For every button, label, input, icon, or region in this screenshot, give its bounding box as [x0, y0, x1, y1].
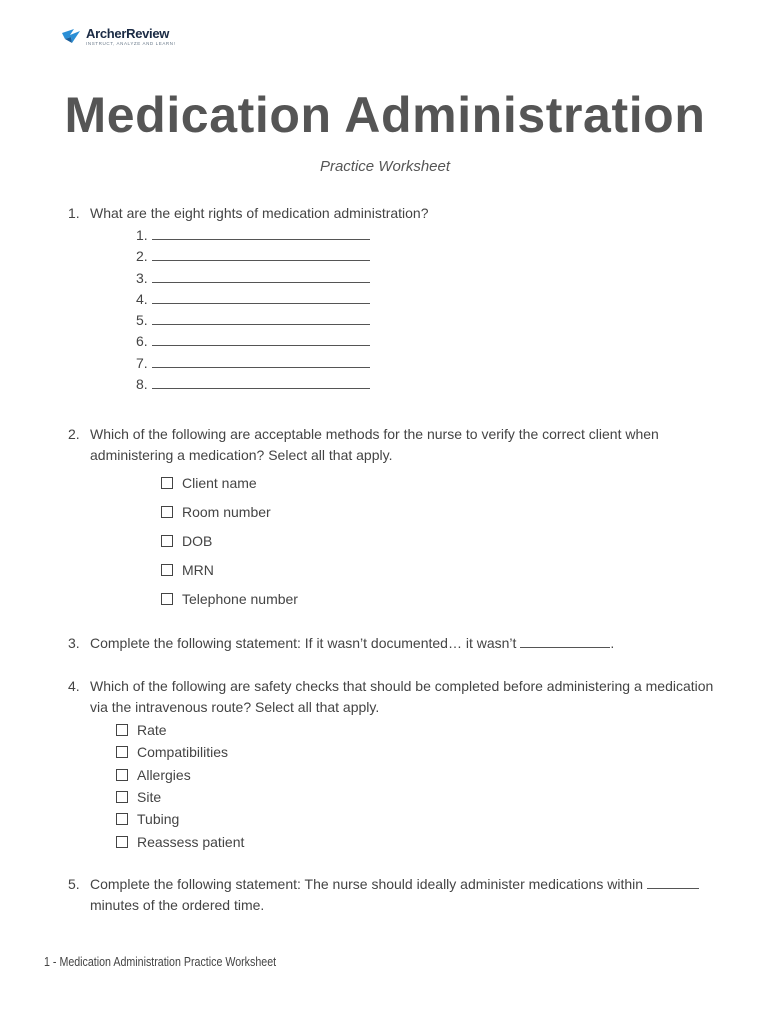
option-label: MRN [182, 561, 214, 578]
checkbox[interactable] [116, 724, 128, 736]
iv-safety-options [116, 719, 244, 853]
answer-blank[interactable] [152, 333, 370, 346]
question-2 [68, 424, 728, 466]
question-1 [68, 203, 728, 224]
question-text: Complete the following statement: The nurse should ideally administer medications within [90, 876, 644, 892]
checkbox-option[interactable] [161, 526, 298, 555]
blank-number: 4. [136, 290, 148, 307]
checkbox[interactable] [116, 746, 128, 758]
answer-blank[interactable] [152, 376, 370, 389]
checkbox[interactable] [161, 593, 173, 605]
blank-number: 2. [136, 248, 148, 265]
option-label: Tubing [137, 811, 180, 828]
blank-row [136, 246, 370, 267]
archer-review-logo [62, 24, 202, 50]
checkbox-option[interactable] [116, 786, 244, 808]
answer-blank[interactable] [647, 876, 699, 889]
blank-number: 6. [136, 333, 148, 350]
answer-blank[interactable] [152, 248, 370, 261]
option-label: Allergies [137, 766, 191, 783]
brand-name: ArcherReview [86, 26, 170, 41]
answer-blank[interactable] [152, 270, 370, 283]
question-5 [68, 874, 728, 916]
checkbox[interactable] [161, 477, 173, 489]
question-text-end: minutes of the ordered time. [90, 897, 265, 913]
question-text: Which of the following are safety checks that should be completed before administering a medication via the intravenous route? Select all that apply. [90, 678, 714, 715]
blank-number: 1. [136, 227, 148, 243]
blank-number: 8. [136, 376, 148, 393]
checkbox-option[interactable] [161, 555, 298, 584]
option-label: Rate [137, 722, 167, 739]
checkbox[interactable] [116, 836, 128, 848]
checkbox-option[interactable] [161, 468, 298, 497]
question-number: 4. [68, 678, 80, 694]
checkbox[interactable] [116, 813, 128, 825]
option-label: DOB [182, 532, 213, 549]
question-4 [68, 676, 728, 718]
brand-tagline: INSTRUCT, ANALYZE AND LEARN! [86, 41, 176, 46]
page-title: Medication Administration [64, 87, 706, 143]
checkbox-option[interactable] [161, 497, 298, 526]
page-number: 1 [44, 954, 50, 969]
option-label: Site [137, 789, 162, 806]
checkbox-option[interactable] [116, 830, 244, 852]
blank-row [136, 268, 370, 289]
blank-row [136, 289, 370, 310]
option-label: Client name [182, 474, 257, 491]
blank-row [136, 331, 370, 352]
checkbox[interactable] [116, 791, 128, 803]
question-text: Complete the following statement: If it wasn’t documented… it wasn’t [90, 635, 517, 651]
page-footer [44, 954, 276, 969]
answer-blank[interactable] [152, 355, 370, 368]
client-id-options [161, 468, 298, 613]
answer-blank[interactable] [152, 312, 370, 325]
question-number: 2. [68, 426, 80, 442]
checkbox[interactable] [161, 506, 173, 518]
checkbox-option[interactable] [116, 808, 244, 830]
checkbox[interactable] [116, 769, 128, 781]
blank-row [136, 374, 370, 395]
option-label: Room number [182, 503, 271, 520]
blank-number: 5. [136, 312, 148, 329]
answer-blank[interactable] [152, 291, 370, 304]
question-number: 5. [68, 876, 80, 892]
checkbox[interactable] [161, 564, 173, 576]
question-text: What are the eight rights of medication administration? [90, 205, 429, 221]
footer-label: Medication Administration Practice Worksheet [59, 954, 277, 969]
archer-bird-icon [62, 27, 82, 45]
option-label: Telephone number [182, 590, 298, 607]
answer-blank[interactable] [520, 635, 610, 648]
blank-number: 7. [136, 354, 148, 371]
rights-blank-list [136, 225, 370, 395]
blank-row [136, 310, 370, 331]
checkbox[interactable] [161, 535, 173, 547]
option-label: Compatibilities [137, 744, 229, 761]
checkbox-option[interactable] [116, 719, 244, 741]
question-text: Which of the following are acceptable methods for the nurse to verify the correct client when administering a medication? Select all that apply. [90, 426, 659, 463]
checkbox-option[interactable] [116, 764, 244, 786]
checkbox-option[interactable] [116, 741, 244, 763]
question-number: 1. [68, 205, 80, 221]
question-3 [68, 633, 728, 654]
question-number: 3. [68, 635, 80, 651]
question-text-end: . [610, 635, 615, 651]
page-subtitle: Practice Worksheet [319, 158, 451, 175]
checkbox-option[interactable] [161, 584, 298, 613]
footer-separator: - [52, 954, 57, 969]
blank-row [136, 353, 370, 374]
blank-number: 3. [136, 269, 148, 286]
blank-row [136, 225, 370, 246]
answer-blank[interactable] [152, 227, 370, 240]
option-label: Reassess patient [137, 833, 245, 850]
